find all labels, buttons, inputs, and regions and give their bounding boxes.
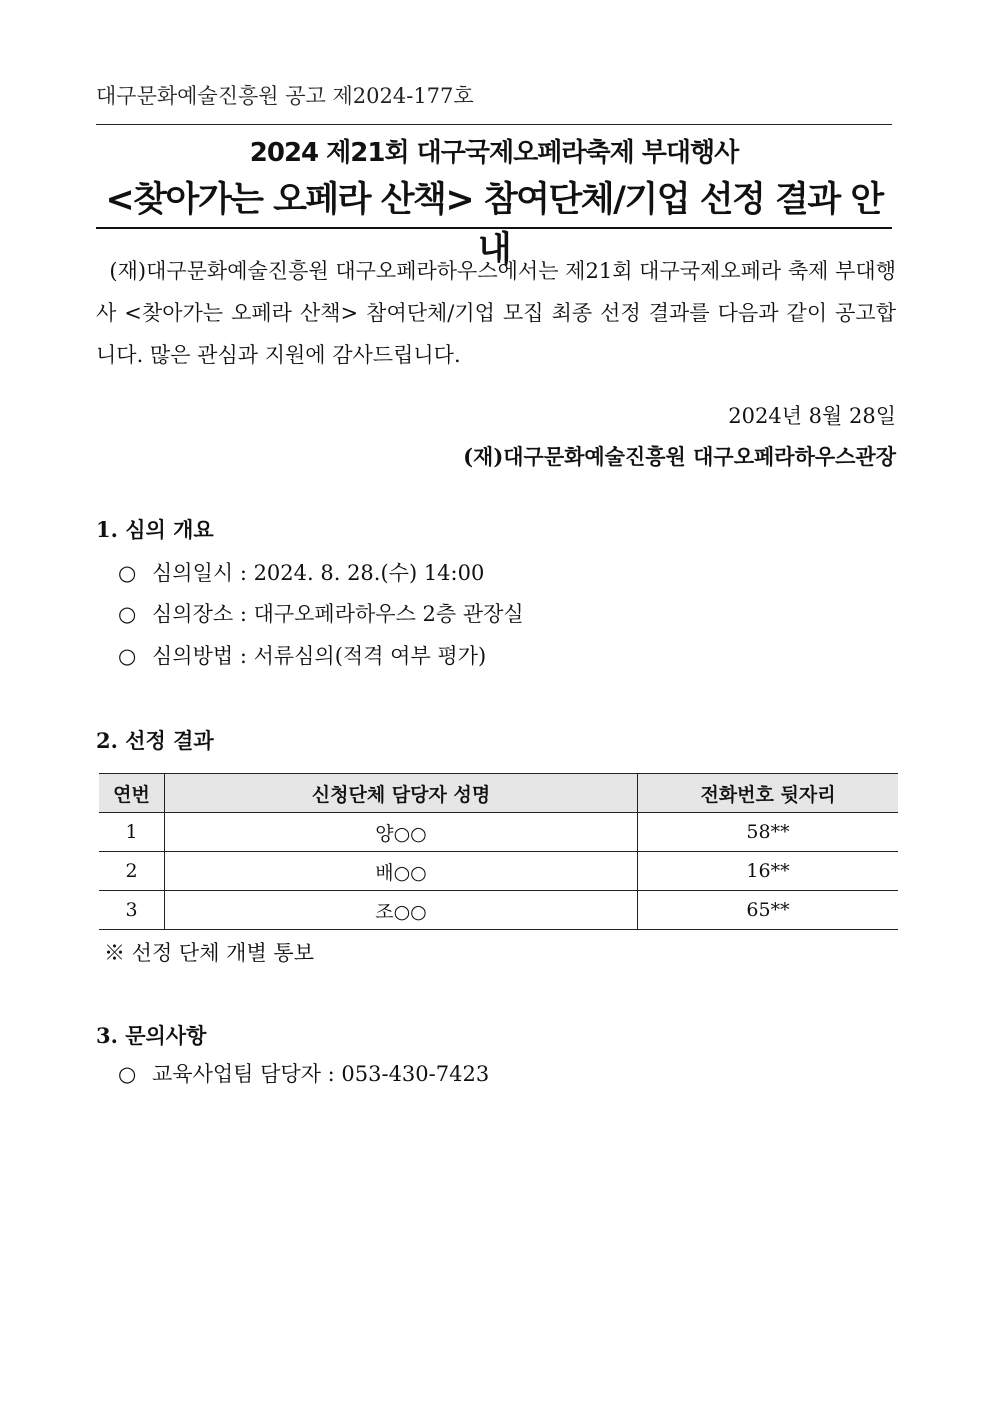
- notice-date: 2024년 8월 28일: [728, 404, 896, 428]
- cell-name: 조○○: [165, 891, 638, 930]
- bullet-circle-icon: ○: [118, 1062, 137, 1086]
- table-row: [99, 891, 898, 930]
- notice-number: 대구문화예술진흥원 공고 제2024-177호: [96, 84, 474, 108]
- header-number: 연번: [99, 774, 165, 813]
- intro-paragraph: [96, 250, 896, 376]
- cell-phone: 65**: [638, 891, 899, 930]
- section1-bullet-date: [118, 557, 484, 587]
- selection-note: ※ 선정 단체 개별 통보: [104, 941, 314, 965]
- section1-bullet-method: [118, 640, 486, 670]
- table-row: [99, 813, 898, 852]
- section1-bullet-text: 심의방법 : 서류심의(적격 여부 평가): [152, 644, 487, 668]
- top-divider: [96, 124, 892, 125]
- section1-bullet-text: 심의일시 : 2024. 8. 28.(수) 14:00: [152, 561, 485, 585]
- section1-bullet-text: 심의장소 : 대구오페라하우스 2층 관장실: [152, 602, 524, 626]
- header-phone: 전화번호 뒷자리: [638, 774, 899, 813]
- section1-heading: 1. 심의 개요: [96, 517, 214, 542]
- section3-bullet-text: 교육사업팀 담당자 : 053-430-7423: [152, 1062, 490, 1086]
- cell-name: 배○○: [165, 852, 638, 891]
- title-underline: [96, 227, 892, 229]
- title-line-1: 2024 제21회 대구국제오페라축제 부대행사: [249, 138, 739, 168]
- notice-signer: (재)대구문화예술진흥원 대구오페라하우스관장: [463, 444, 896, 469]
- intro-text: (재)대구문화예술진흥원 대구오페라하우스에서는 제21회 대구국제오페라 축제 부대행사 <찾아가는 오페라 산책> 참여단체/기업 모집 최종 선정 결과를 다음과 같이 공고합니다. 많은 관심과 지원에 감사드립니다.: [96, 259, 896, 367]
- title-line-2: <찾아가는 오페라 산책> 참여단체/기업 선정 결과 안내: [105, 180, 883, 270]
- cell-number: 3: [99, 891, 165, 930]
- table-row: [99, 852, 898, 891]
- bullet-circle-icon: ○: [118, 602, 137, 626]
- bullet-circle-icon: ○: [118, 561, 137, 585]
- cell-phone: 58**: [638, 813, 899, 852]
- section3-heading: 3. 문의사항: [96, 1023, 207, 1048]
- result-table: [99, 773, 898, 930]
- bullet-circle-icon: ○: [118, 644, 137, 668]
- cell-name: 양○○: [165, 813, 638, 852]
- section2-heading: 2. 선정 결과: [96, 728, 214, 753]
- cell-phone: 16**: [638, 852, 899, 891]
- section3-bullet-contact: [118, 1058, 489, 1088]
- cell-number: 1: [99, 813, 165, 852]
- section1-bullet-place: [118, 598, 524, 628]
- table-header-row: [99, 774, 898, 813]
- cell-number: 2: [99, 852, 165, 891]
- header-name: 신청단체 담당자 성명: [165, 774, 638, 813]
